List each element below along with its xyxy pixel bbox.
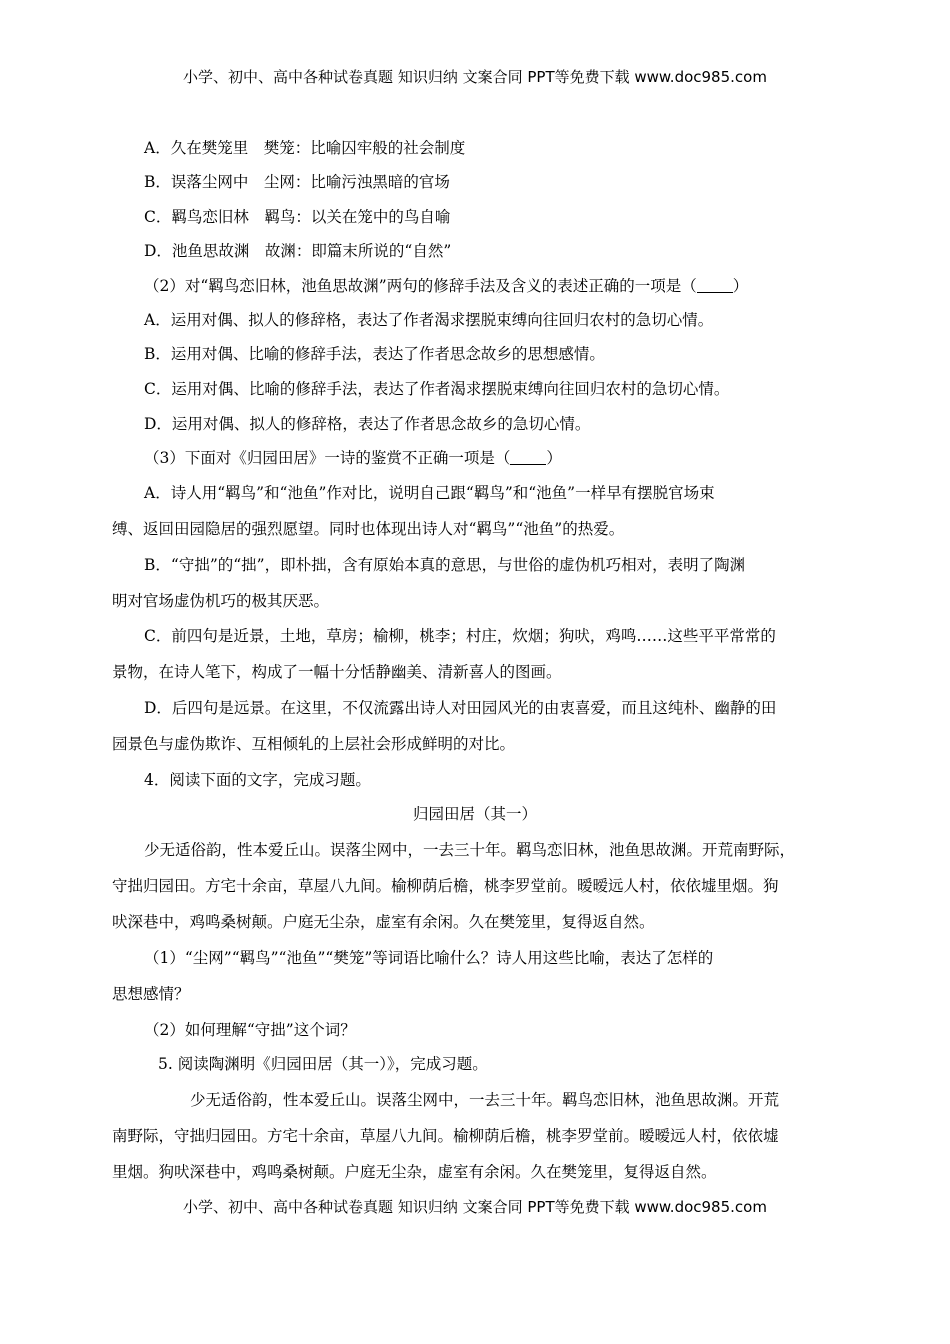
q3-option-a-line1: A．诗人用“羁鸟”和“池鱼”作对比，说明自己跟“羁鸟”和“池鱼”一样早有摆脱官场束 <box>144 484 715 502</box>
q2-stem: （2）对“羁鸟恋旧林，池鱼思故渊”两句的修辞手法及含义的表述正确的一项是（ ） <box>144 277 749 295</box>
q4-sub2: （2）如何理解“守拙”这个词？ <box>144 1021 356 1039</box>
q1-option-c: C．羁鸟恋旧林 羁鸟：以关在笼中的鸟自喻 <box>144 208 451 226</box>
q5-intro: 5. 阅读陶渊明《归园田居（其一）》，完成习题。 <box>158 1055 488 1073</box>
q5-poem-line2: 南野际，守拙归园田。方宅十余亩，草屋八九间。榆柳荫后檐，桃李罗堂前。暧暧远人村，依依墟 <box>112 1127 779 1145</box>
q2-stem-text: （2）对“羁鸟恋旧林，池鱼思故渊”两句的修辞手法及含义的表述正确的一项是（ <box>144 277 697 295</box>
answer-blank <box>697 278 733 293</box>
answer-blank <box>510 450 546 465</box>
q4-sub1-line1: （1）“尘网”“羁鸟”“池鱼”“樊笼”等词语比喻什么？诗人用这些比喻，表达了怎样的 <box>144 949 714 967</box>
q3-option-a-line2: 缚、返回田园隐居的强烈愿望。同时也体现出诗人对“羁鸟”“池鱼”的热爱。 <box>112 520 625 538</box>
q4-poem-line3: 吠深巷中，鸡鸣桑树颠。户庭无尘杂，虚室有余闲。久在樊笼里，复得返自然。 <box>112 913 655 931</box>
q1-option-b: B．误落尘网中 尘网：比喻污浊黑暗的官场 <box>144 173 450 191</box>
q3-option-b-line1: B．“守拙”的“拙”，即朴拙，含有原始本真的意思，与世俗的虚伪机巧相对，表明了陶渊 <box>144 556 746 574</box>
q3-stem: （3）下面对《归园田居》一诗的鉴赏不正确一项是（ ） <box>144 449 562 467</box>
q4-intro: 4．阅读下面的文字，完成习题。 <box>144 771 371 789</box>
q4-sub1-line2: 思想感情？ <box>112 985 190 1003</box>
q1-option-d: D．池鱼思故渊 故渊：即篇末所说的“自然” <box>144 242 452 260</box>
q3-option-b-line2: 明对官场虚伪机巧的极其厌恶。 <box>112 592 330 610</box>
q3-option-c-line1: C．前四句是近景，土地，草房；榆柳，桃李；村庄，炊烟；狗吠，鸡鸣……这些平平常常的 <box>144 627 776 645</box>
q2-option-b: B．运用对偶、比喻的修辞手法，表达了作者思念故乡的思想感情。 <box>144 345 605 363</box>
q4-poem-line1: 少无适俗韵，性本爱丘山。误落尘网中，一去三十年。羁鸟恋旧林，池鱼思故渊。开荒南野际， <box>144 841 796 859</box>
q1-option-a: A．久在樊笼里 樊笼：比喻囚牢般的社会制度 <box>144 139 466 157</box>
poem-title: 归园田居（其一） <box>412 805 537 823</box>
q4-poem-line2: 守拙归园田。方宅十余亩，草屋八九间。榆柳荫后檐，桃李罗堂前。暧暧远人村，依依墟里烟。狗 <box>112 877 779 895</box>
q2-option-a: A．运用对偶、拟人的修辞格，表达了作者渴求摆脱束缚向往回归农村的急切心情。 <box>144 311 714 329</box>
q5-poem-line1: 少无适俗韵，性本爱丘山。误落尘网中，一去三十年。羁鸟恋旧林，池鱼思故渊。开荒 <box>190 1091 780 1109</box>
page-header: 小学、初中、高中各种试卷真题 知识归纳 文案合同 PPT等免费下载 www.doc985.com <box>183 68 767 86</box>
q5-poem-line3: 里烟。狗吠深巷中，鸡鸣桑树颠。户庭无尘杂，虚室有余闲。久在樊笼里，复得返自然。 <box>112 1163 717 1181</box>
q3-stem-text: （3）下面对《归园田居》一诗的鉴赏不正确一项是（ <box>144 449 511 467</box>
q2-option-d: D．运用对偶、拟人的修辞格，表达了作者思念故乡的急切心情。 <box>144 415 591 433</box>
q3-option-d-line2: 园景色与虚伪欺诈、互相倾轧的上层社会形成鲜明的对比。 <box>112 735 516 753</box>
q3-option-d-line1: D．后四句是远景。在这里，不仅流露出诗人对田园风光的由衷喜爱，而且这纯朴、幽静的田 <box>144 699 777 717</box>
page-footer: 小学、初中、高中各种试卷真题 知识归纳 文案合同 PPT等免费下载 www.doc985.com <box>183 1198 767 1216</box>
q3-option-c-line2: 景物，在诗人笔下，构成了一幅十分恬静幽美、清新喜人的图画。 <box>112 663 562 681</box>
q2-option-c: C．运用对偶、比喻的修辞手法，表达了作者渴求摆脱束缚向往回归农村的急切心情。 <box>144 380 730 398</box>
